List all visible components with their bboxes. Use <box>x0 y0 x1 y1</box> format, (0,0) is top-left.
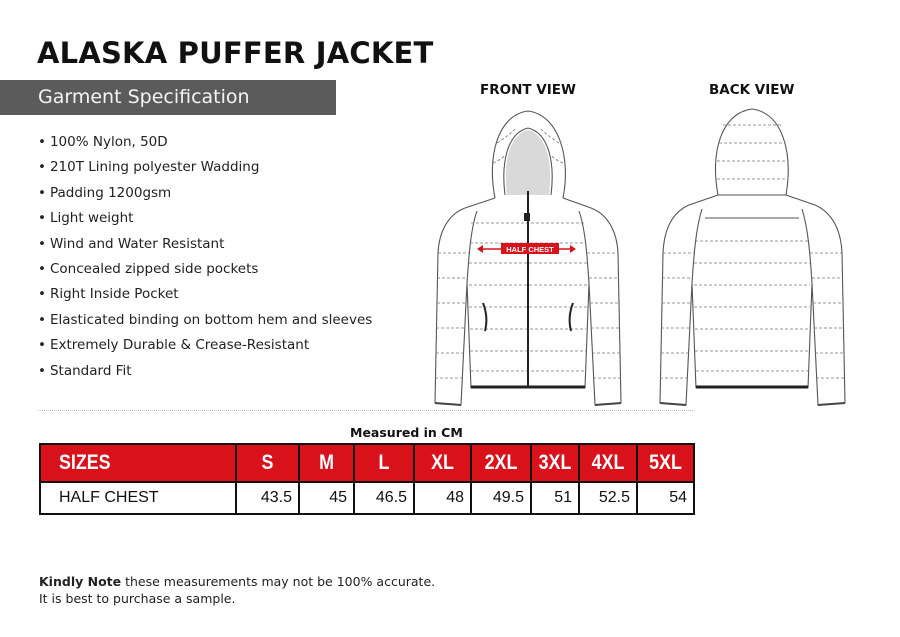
measurement-cell: 45 <box>299 482 354 514</box>
feature-item: • Wind and Water Resistant <box>38 235 372 260</box>
size-header-cell: M <box>303 444 350 482</box>
table-row <box>40 482 694 514</box>
feature-item: • Right Inside Pocket <box>38 285 372 310</box>
back-jacket-illustration <box>655 103 855 410</box>
back-view-label: BACK VIEW <box>709 82 795 98</box>
measurement-cell: 49.5 <box>471 482 531 514</box>
size-header-cell: 2XL <box>476 444 527 482</box>
feature-list <box>38 133 372 387</box>
note-line-2: It is best to purchase a sample. <box>39 591 236 606</box>
measurement-cell: 52.5 <box>579 482 637 514</box>
measurement-cell: 46.5 <box>354 482 414 514</box>
size-header-cell: 3XL <box>535 444 576 482</box>
spec-heading-bar <box>0 80 336 115</box>
note-text: these measurements may not be 100% accurate. <box>121 574 436 589</box>
note-bold-label: Kindly Note <box>39 574 122 589</box>
feature-item: • Light weight <box>38 209 372 234</box>
feature-item: • Extremely Durable & Crease-Resistant <box>38 336 372 361</box>
spec-heading: Garment Specification <box>38 86 250 108</box>
measurement-cell: 43.5 <box>236 482 299 514</box>
measurement-cell: 51 <box>531 482 579 514</box>
front-jacket-illustration <box>425 103 635 410</box>
front-view-label: FRONT VIEW <box>480 82 576 98</box>
measurement-unit-label: Measured in CM <box>350 425 463 440</box>
size-header-cell: L <box>359 444 410 482</box>
disclaimer-note <box>39 573 435 607</box>
size-header-cell: 5XL <box>641 444 689 482</box>
size-header-cell: XL <box>418 444 466 482</box>
feature-item: • Elasticated binding on bottom hem and sleeves <box>38 311 372 336</box>
size-header-row <box>40 444 694 482</box>
feature-item: • Padding 1200gsm <box>38 184 372 209</box>
feature-item: • 100% Nylon, 50D <box>38 133 372 158</box>
size-header-cell: 4XL <box>583 444 632 482</box>
measurement-cell: 48 <box>414 482 471 514</box>
feature-item: • Concealed zipped side pockets <box>38 260 372 285</box>
page-title: ALASKA PUFFER JACKET <box>37 36 434 70</box>
divider <box>38 410 693 411</box>
half-chest-tag: HALF CHEST <box>506 245 554 254</box>
sizes-header-label: SIZES <box>40 444 236 482</box>
measurement-cell: 54 <box>637 482 694 514</box>
size-header-cell: S <box>241 444 295 482</box>
row-label-half-chest: HALF CHEST <box>40 482 236 514</box>
feature-item: • Standard Fit <box>38 362 372 387</box>
feature-item: • 210T Lining polyester Wadding <box>38 158 372 183</box>
size-chart-table <box>39 443 695 515</box>
